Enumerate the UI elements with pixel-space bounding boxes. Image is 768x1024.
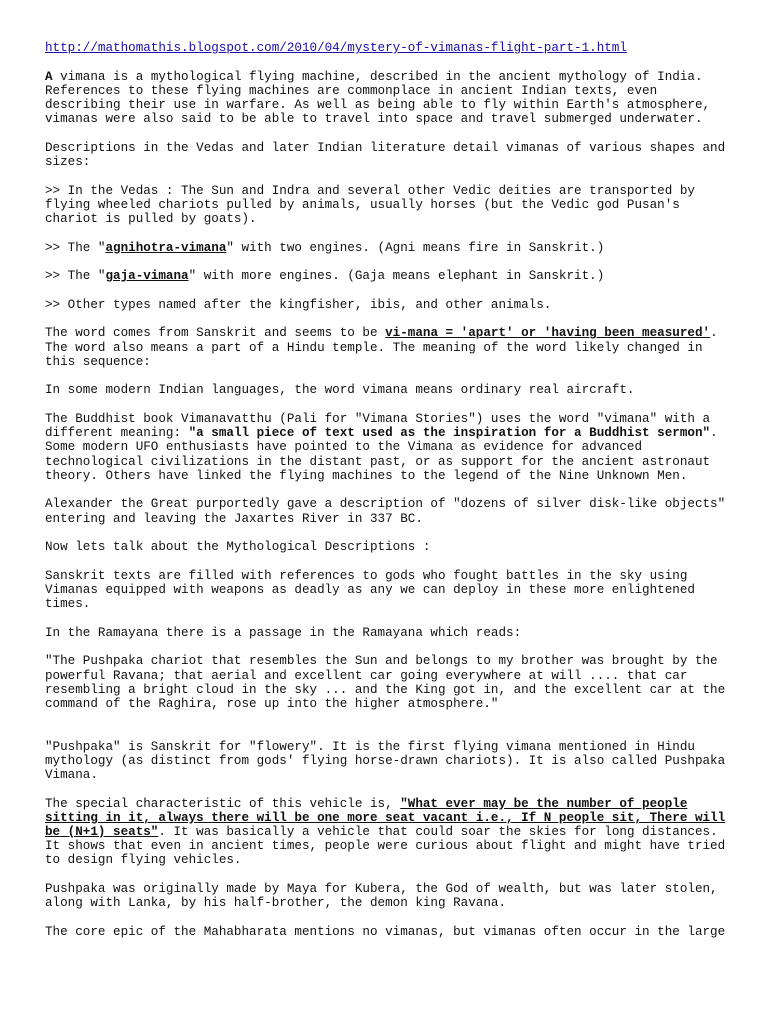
agnihotra-term: agnihotra-vimana xyxy=(105,240,227,255)
paragraph-mythological-heading: Now lets talk about the Mythological Descriptions : xyxy=(45,540,431,555)
gaja-post: " with more engines. (Gaja means elephant in Sanskrit.) xyxy=(188,269,605,284)
gaja-pre: >> The " xyxy=(45,269,106,284)
paragraph-alexander: Alexander the Great purportedly gave a description of "dozens of silver disk-like objects" entering and leaving the Jaxartes River in 337 BC. xyxy=(45,497,726,526)
paragraph-intro xyxy=(45,70,735,127)
special-pre: The special characteristic of this vehicle is, xyxy=(45,796,401,811)
intro-text: vimana is a mythological flying machine, described in the ancient mythology of India. References to these flying machines are commonplace in ancient Indian texts, even describing their use in warfare. As well as being able to fly within Earth's atmosphere, vimanas were also said to be able to travel into space and travel submerged underwater. xyxy=(45,69,711,127)
paragraph-vedas: >> In the Vedas : The Sun and Indra and several other Vedic deities are transported by flying wheeled chariots pulled by animals, usually horses (but the Vedic god Pusan's chariot is pulled by goats). xyxy=(45,183,695,226)
paragraph-agnihotra xyxy=(45,241,735,255)
intro-first-letter: A xyxy=(45,69,53,84)
etymology-pre: The word comes from Sanskrit and seems to be xyxy=(45,326,386,341)
paragraph-mahabharata: The core epic of the Mahabharata mentions no vimanas, but vimanas often occur in the large xyxy=(45,924,726,939)
blank-line xyxy=(45,726,735,740)
paragraph-buddhist xyxy=(45,412,735,483)
paragraph-etymology xyxy=(45,326,735,369)
paragraph-special-characteristic xyxy=(45,797,735,868)
paragraph-modern-languages: In some modern Indian languages, the word vimana means ordinary real aircraft. xyxy=(45,383,635,398)
buddhist-post: . Some modern UFO enthusiasts have pointed to the Vimana as evidence for advanced technological civilizations in the distant past, or as support for the ancient astronaut theory. Others have linked the flying machines to the legend of the Nine Unknown Men. xyxy=(45,426,718,483)
paragraph-ramayana-intro: In the Ramayana there is a passage in the Ramayana which reads: xyxy=(45,625,522,640)
source-link-line xyxy=(45,41,735,55)
buddhist-term: "a small piece of text used as the inspiration for a Buddhist sermon" xyxy=(188,426,711,441)
paragraph-descriptions: Descriptions in the Vedas and later Indian literature detail vimanas of various shapes and sizes: xyxy=(45,140,726,169)
special-post: . It was basically a vehicle that could soar the skies for long distances. It shows that even in ancient times, people were curious about flight and might have tried to design flying vehicles. xyxy=(45,824,726,868)
etymology-term: vi-mana = 'apart' or 'having been measured' xyxy=(385,326,711,341)
etymology-post: . The word also means a part of a Hindu temple. The meaning of the word likely changed in this sequence: xyxy=(45,326,718,369)
paragraph-pushpaka: "Pushpaka" is Sanskrit for "flowery". It is the first flying vimana mentioned in Hindu mythology (as distinct from gods' flying horse-drawn chariots). It is also called Pushpaka Vimana. xyxy=(45,739,726,782)
buddhist-pre: The Buddhist book Vimanavatthu (Pali for "Vimana Stories") uses the word "vimana" with a different meaning: xyxy=(45,411,711,441)
agnihotra-pre: >> The " xyxy=(45,240,106,255)
document-body xyxy=(45,41,735,953)
special-term: "What ever may be the number of people sitting in it, always there will be one more seat vacant i.e., If N people sit, There will be (N+1) seats" xyxy=(45,796,726,839)
agnihotra-post: " with two engines. (Agni means fire in Sanskrit.) xyxy=(226,240,605,255)
gaja-term: gaja-vimana xyxy=(105,269,189,284)
paragraph-other-types: >> Other types named after the kingfisher, ibis, and other animals. xyxy=(45,297,552,312)
paragraph-ramayana-quote: "The Pushpaka chariot that resembles the Sun and belongs to my brother was brought by the powerful Ravana; that aerial and excellent car going everywhere at will .... that car resembling a bright cloud in the sky ... and the King got in, and the excellent car at the command of the Raghira, rose up into the higher atmosphere." xyxy=(45,654,726,711)
paragraph-maya-kubera: Pushpaka was originally made by Maya for Kubera, the God of wealth, but was later stolen, along with Lanka, by his half-brother, the demon king Ravana. xyxy=(45,881,718,911)
paragraph-gaja xyxy=(45,269,735,283)
paragraph-sanskrit-texts: Sanskrit texts are filled with references to gods who fought battles in the sky using Vimanas equipped with weapons as deadly as any we can deploy in these more enlightened times. xyxy=(45,568,695,612)
source-link[interactable]: http://mathomathis.blogspot.com/2010/04/mystery-of-vimanas-flight-part-1.html xyxy=(45,41,627,55)
